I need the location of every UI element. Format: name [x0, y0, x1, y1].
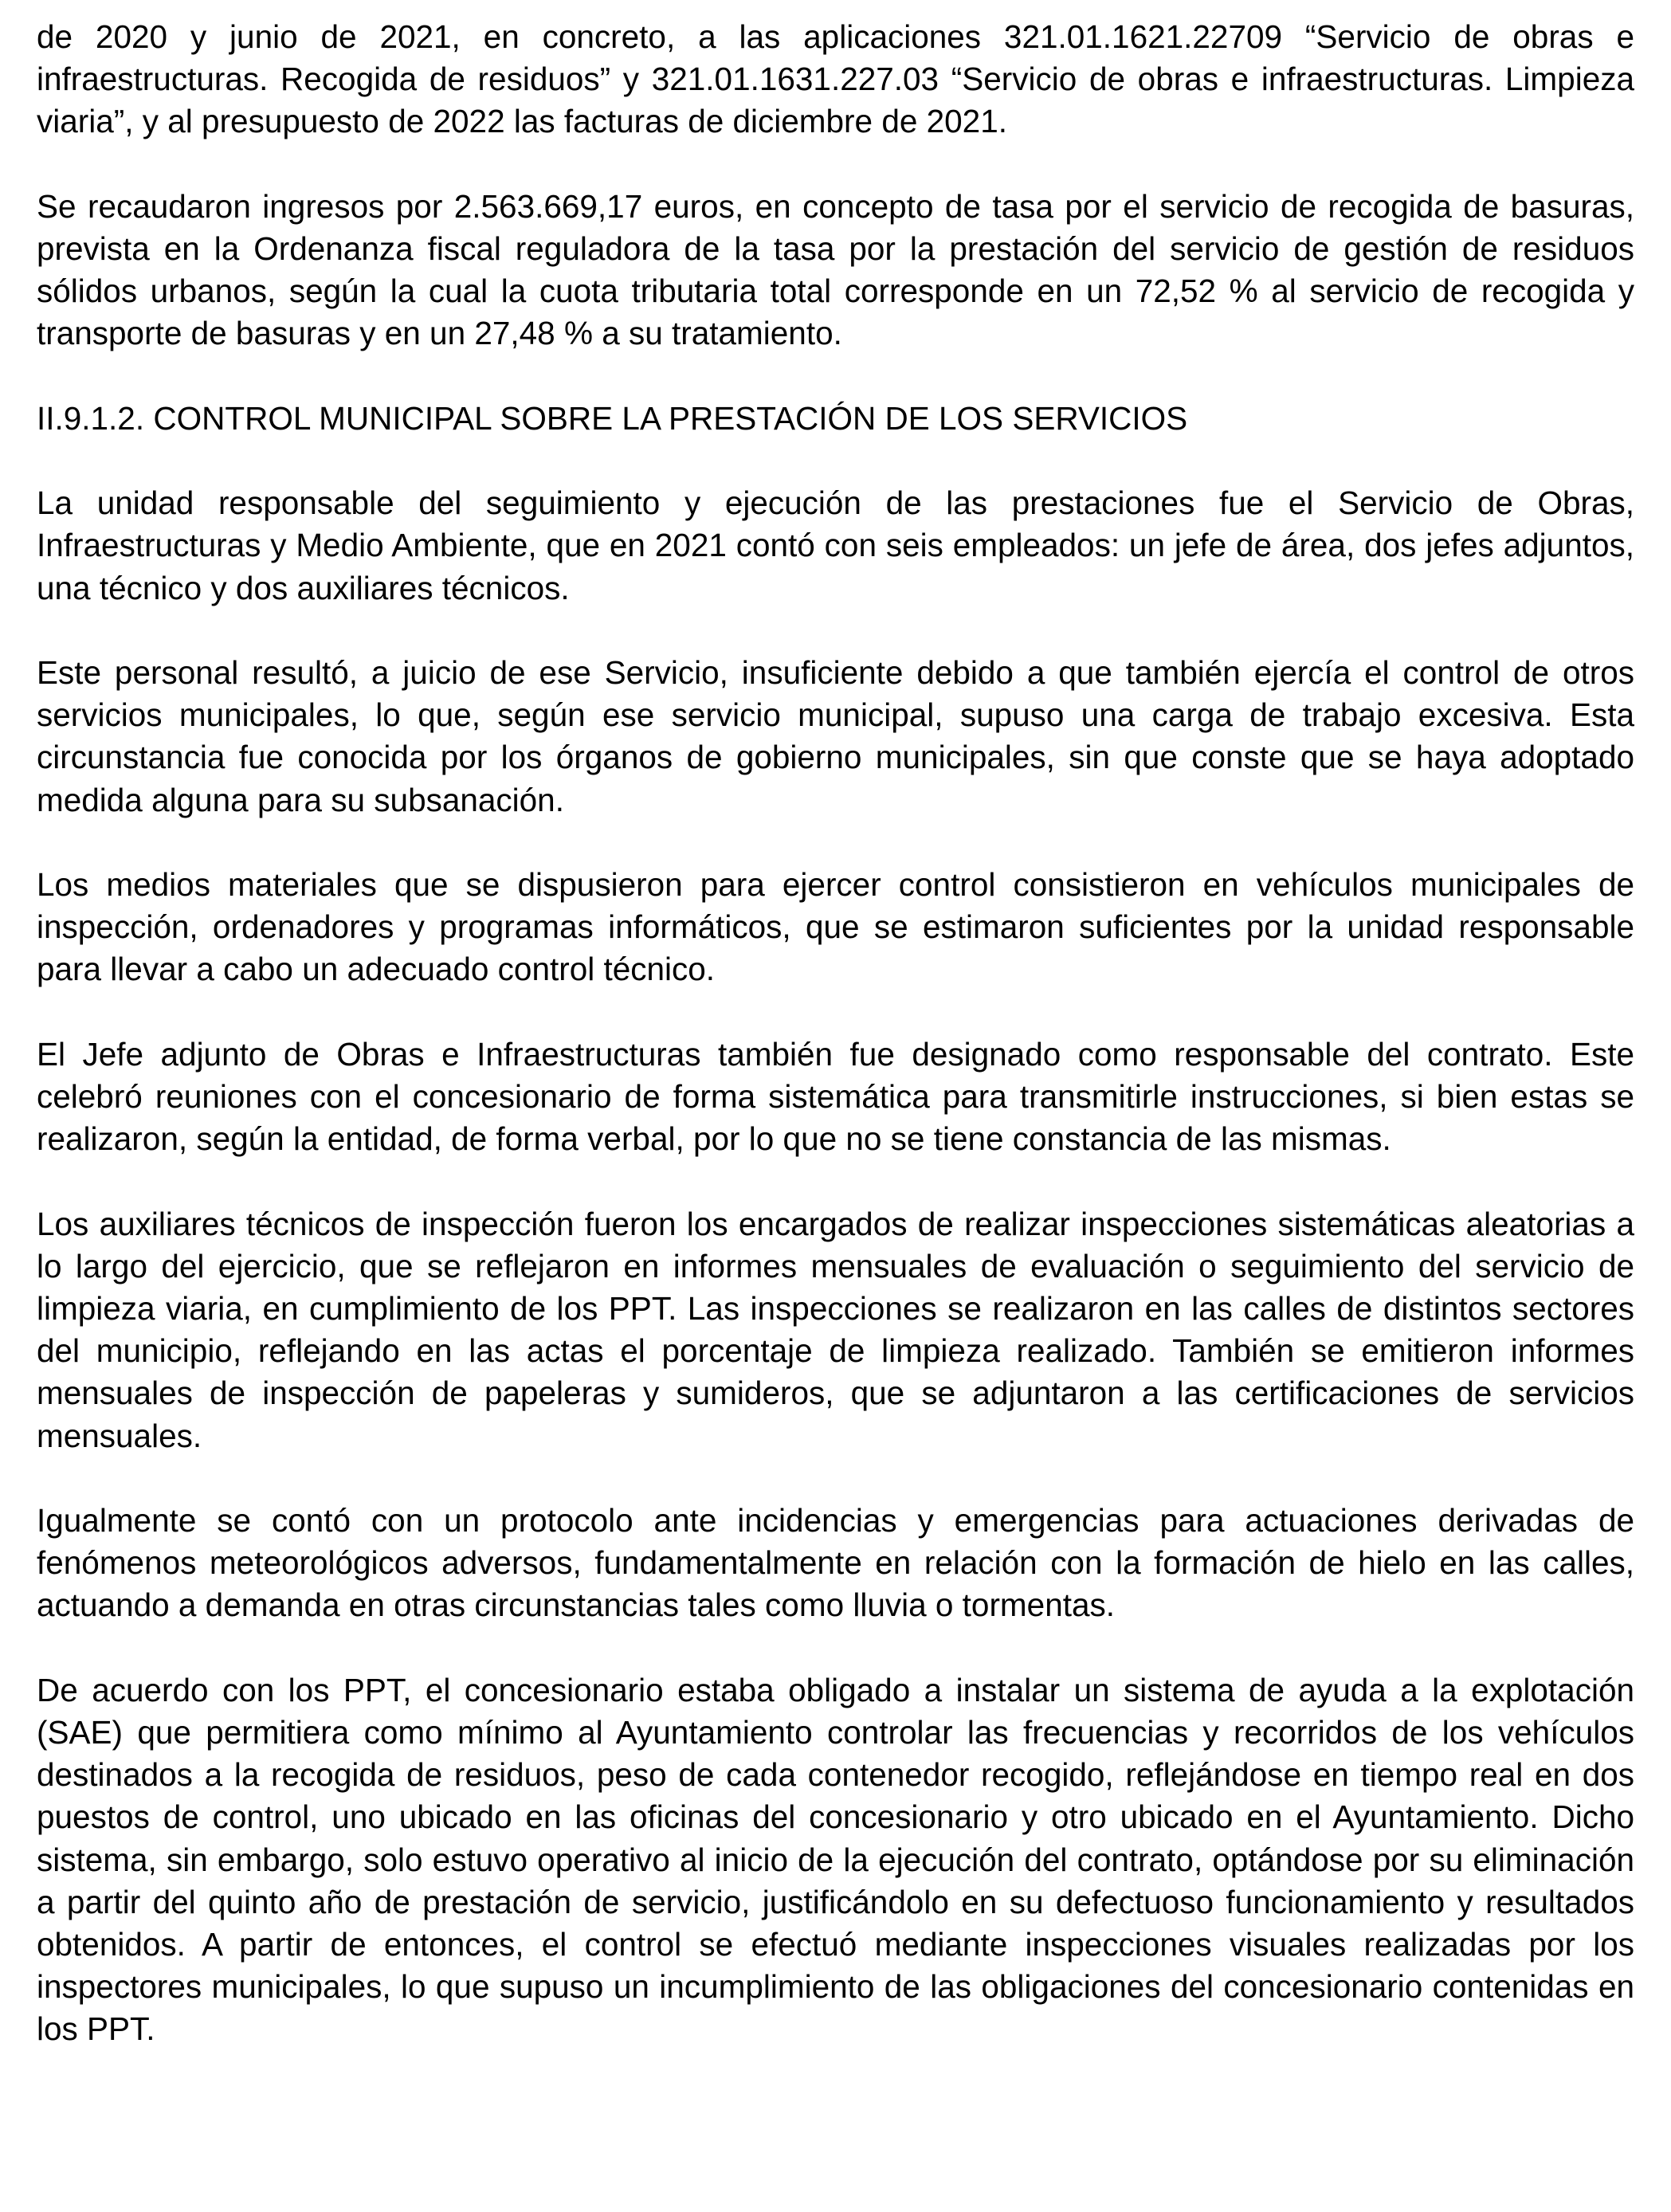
paragraph-budget-applications: de 2020 y junio de 2021, en concreto, a las aplicaciones 321.01.1621.22709 “Servicio de obras e infraestructuras. Recogida de residuos” y 321.01.1631.227.03 “Servicio de obras e infraestructuras. Limpieza viaria”, y al presupuesto de 2022 las facturas de diciembre de 2021. [37, 18, 1634, 140]
paragraph-material-means: Los medios materiales que se dispusieron para ejercer control consistieron en vehículos municipales de inspección, ordenadores y programas informáticos, que se estimaron suficientes por la unidad responsable para llevar a cabo un adecuado control técnico. [37, 865, 1634, 988]
paragraph-tax-revenue: Se recaudaron ingresos por 2.563.669,17 euros, en concepto de tasa por el servicio de recogida de basuras, prevista en la Ordenanza fiscal reguladora de la tasa por la prestación del servicio de gestión de residuos sólidos urbanos, según la cual la cuota tributaria total corresponde en un 72,52 % al servicio de recogida y transporte de basuras y en un 27,48 % a su tratamiento. [37, 187, 1634, 352]
document-page [37, 16, 1634, 2051]
paragraph-staff-insufficient: Este personal resultó, a juicio de ese Servicio, insuficiente debido a que también ejercía el control de otros servicios municipales, lo que, según ese servicio municipal, supuso una carga de trabajo excesiva. Esta circunstancia fue conocida por los órganos de gobierno municipales, sin que conste que se haya adoptado medida alguna para su subsanación. [37, 653, 1634, 818]
paragraph-sae-system: De acuerdo con los PPT, el concesionario estaba obligado a instalar un sistema de ayuda a la explotación (SAE) que permitiera como mínimo al Ayuntamiento controlar las frecuencias y recorridos de los vehículos destinados a la recogida de residuos, peso de cada contenedor recogido, reflejándose en tiempo real en dos puestos de control, uno ubicado en las oficinas del concesionario y otro ubicado en el Ayuntamiento. Dicho sistema, sin embargo, solo estuvo operativo al inicio de la ejecución del contrato, optándose por su eliminación a partir del quinto año de prestación de servicio, justificándolo en su defectuoso funcionamiento y resultados obtenidos. A partir de entonces, el control se efectuó mediante inspecciones visuales realizadas por los inspectores municipales, lo que supuso un incumplimiento de las obligaciones del concesionario contenidas en los PPT. [37, 1671, 1634, 2048]
paragraph-responsible-unit: La unidad responsable del seguimiento y ejecución de las prestaciones fue el Servicio de Obras, Infraestructuras y Medio Ambiente, que en 2021 contó con seis empleados: un jefe de área, dos jefes adjuntos, una técnico y dos auxiliares técnicos. [37, 484, 1634, 606]
paragraph-emergency-protocol: Igualmente se contó con un protocolo ante incidencias y emergencias para actuaciones derivadas de fenómenos meteorológicos adversos, fundamentalmente en relación con la formación de hielo en las calles, actuando a demanda en otras circunstancias tales como lluvia o tormentas. [37, 1501, 1634, 1624]
paragraph-inspections: Los auxiliares técnicos de inspección fueron los encargados de realizar inspecciones sistemáticas aleatorias a lo largo del ejercicio, que se reflejaron en informes mensuales de evaluación o seguimiento del servicio de limpieza viaria, en cumplimiento de los PPT. Las inspecciones se realizaron en las calles de distintos sectores del municipio, reflejando en las actas el porcentaje de limpieza realizado. También se emitieron informes mensuales de inspección de papeleras y sumideros, que se adjuntaron a las certificaciones de servicios mensuales. [37, 1205, 1634, 1454]
paragraph-contract-manager: El Jefe adjunto de Obras e Infraestructuras también fue designado como responsable del contrato. Este celebró reuniones con el concesionario de forma sistemática para transmitirle instrucciones, si bien estas se realizaron, según la entidad, de forma verbal, por lo que no se tiene constancia de las mismas. [37, 1035, 1634, 1158]
section-heading: II.9.1.2. CONTROL MUNICIPAL SOBRE LA PRESTACIÓN DE LOS SERVICIOS [37, 399, 1188, 437]
